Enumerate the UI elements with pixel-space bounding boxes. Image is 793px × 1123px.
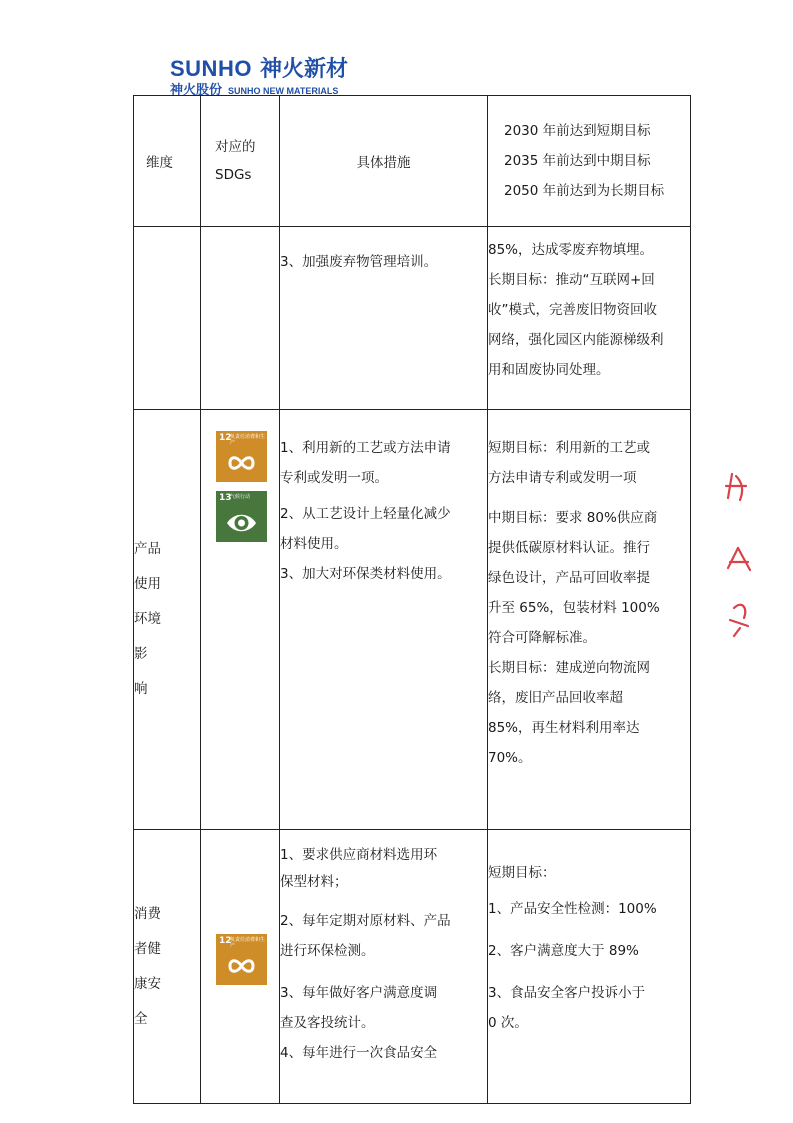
row2-goals [488, 410, 691, 830]
row3-goal-line: 1、产品安全性检测：100% [488, 901, 657, 917]
header-sdgs-line2: SDGs [215, 167, 252, 183]
row3-measure-line: 3、每年做好客户满意度调 [280, 985, 438, 1001]
row3-dimension [134, 830, 201, 1104]
row3-dimension-line: 消费 [134, 905, 161, 922]
row1-goal-line: 用和固废协同处理。 [488, 362, 610, 378]
header-measures [280, 96, 488, 227]
table-header-row [134, 96, 691, 227]
row3-measure-line: 保型材料； [280, 874, 348, 890]
row2-dimension-line: 环境 [134, 611, 161, 627]
table-row [134, 227, 691, 410]
row1-goals [488, 227, 691, 410]
header-dimension-text: 维度 [146, 155, 173, 171]
header-measures-text: 具体措施 [356, 155, 411, 171]
row1-goal-line: 长期目标：推动“互联网+回 [488, 272, 655, 288]
row3-dimension-line: 全 [134, 1010, 148, 1027]
logo-english: SUNHO [170, 56, 252, 81]
row3-dimension-line: 者健 [134, 940, 161, 957]
row2-goal-line: 提供低碳原材料认证。推行 [488, 540, 650, 556]
row2-goal-line: 符合可降解标准。 [488, 630, 596, 646]
row1-goal-line: 85%，达成零废弃物填埋。 [488, 242, 654, 258]
logo-english-sub: SUNHO NEW MATERIALS [228, 86, 339, 96]
row3-goal-line: 2、客户满意度大于 89% [488, 943, 639, 959]
earth-eye-icon [226, 509, 257, 537]
infinity-icon [226, 952, 257, 980]
row2-goal-line: 中期目标：要求 80%供应商 [488, 510, 658, 526]
row3-measure-line: 查及客投统计。 [280, 1015, 375, 1031]
sdg12-label: 负责任消费和生产 [230, 937, 266, 949]
row3-measures [280, 830, 488, 1104]
header-goal-line1: 2030 年前达到短期目标 [504, 123, 651, 139]
row3-measure-line: 进行环保检测。 [280, 943, 375, 959]
sdg12-icon [216, 431, 267, 482]
row2-measure-line: 1、利用新的工艺或方法申请 [280, 440, 451, 456]
row2-goal-line: 络，废旧产品回收率超 [488, 690, 623, 706]
logo-chinese-sub: 神火股份 [170, 83, 223, 98]
sdg13-icon [216, 491, 267, 542]
logo-chinese: 神火新材 [259, 57, 348, 82]
row2-goal-line: 短期目标：利用新的工艺或 [488, 440, 650, 456]
sdg12-number: 12 [219, 433, 232, 443]
row2-goal-line: 升至 65%，包装材料 100% [488, 600, 660, 616]
sdg13-number: 13 [219, 493, 232, 503]
row3-dimension-line: 康安 [134, 975, 161, 992]
row3-measure-line: 2、每年定期对原材料、产品 [280, 913, 451, 929]
row1-goal-line: 收”模式，完善废旧物资回收 [488, 302, 657, 318]
header-sdgs [201, 96, 280, 227]
row1-measure: 3、加强废弃物管理培训。 [280, 254, 438, 270]
header-goals [488, 96, 691, 227]
row3-goal-line: 短期目标： [488, 865, 556, 881]
infinity-icon [226, 449, 257, 477]
row2-dimension-line: 使用 [134, 576, 161, 592]
row2-goal-line: 方法申请专利或发明一项 [488, 470, 637, 486]
row2-dimension-line: 影 [134, 646, 148, 662]
row2-goal-line: 绿色设计，产品可回收率提 [488, 570, 650, 586]
header-sdgs-line1: 对应的 [215, 139, 256, 155]
row2-goal-line: 85%，再生材料利用率达 [488, 720, 640, 736]
row3-goals [488, 830, 691, 1104]
row2-dimension [134, 410, 201, 830]
partial-red-seal-stamp [718, 468, 758, 638]
sdg12-icon [216, 934, 267, 985]
row2-dimension-line: 响 [134, 681, 148, 697]
table-row [134, 830, 691, 1104]
row2-goal-line: 长期目标：建成逆向物流网 [488, 660, 650, 676]
row2-measure-line: 3、加大对环保类材料使用。 [280, 566, 451, 582]
row2-sdgs [201, 410, 280, 830]
row2-measure-line: 专利或发明一项。 [280, 470, 388, 486]
row1-measures [280, 227, 488, 410]
row2-dimension-line: 产品 [134, 541, 161, 557]
sdg13-label: 气候行动 [230, 494, 251, 500]
row1-dimension [134, 227, 201, 410]
company-header [170, 52, 370, 96]
row1-goal-line: 网络，强化园区内能源梯级利 [488, 332, 664, 348]
row3-goal-line: 3、食品安全客户投诉小于 [488, 985, 646, 1001]
row2-measure-line: 2、从工艺设计上轻量化减少 [280, 506, 451, 522]
row2-goal-line: 70%。 [488, 750, 532, 766]
header-goal-line3: 2050 年前达到为长期目标 [504, 183, 665, 199]
row3-measure-line: 4、每年进行一次食品安全 [280, 1045, 438, 1061]
header-dimension [134, 96, 201, 227]
header-goal-line2: 2035 年前达到中期目标 [504, 153, 651, 169]
row2-measures [280, 410, 488, 830]
row3-measure-line: 1、要求供应商材料选用环 [280, 847, 438, 863]
row3-goal-line: 0 次。 [488, 1015, 528, 1031]
row3-sdgs [201, 830, 280, 1104]
sdg-target-table [133, 95, 691, 1104]
table-row [134, 410, 691, 830]
row2-measure-line: 材料使用。 [280, 536, 348, 552]
sdg12-number: 12 [219, 936, 232, 946]
sdg12-label: 负责任消费和生产 [230, 434, 266, 446]
row1-sdgs [201, 227, 280, 410]
